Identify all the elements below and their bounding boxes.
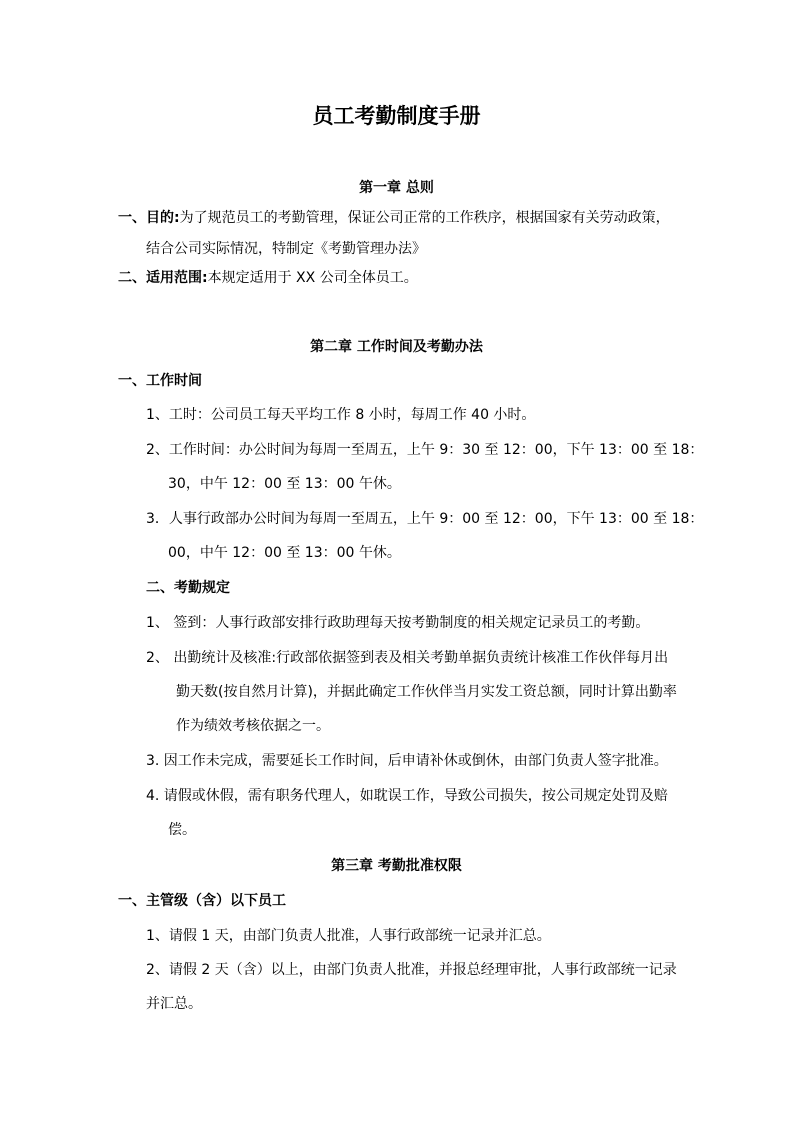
chapter-3-heading: 第三章 考勤批准权限 [331, 858, 462, 874]
ch2-rule-2-line-1: 2、 出勤统计及核准:行政部依据签到表及相关考勤单据负责统计核准工作伙伴每月出 [146, 650, 669, 666]
ch1-purpose-line [118, 208, 670, 228]
ch2-item-2-line-1: 2、工作时间：办公时间为每周一至周五，上午 9：30 至 12：00，下午 13：00 至 18： [146, 442, 704, 458]
ch2-rule-1: 1、 签到：人事行政部安排行政助理每天按考勤制度的相关规定记录员工的考勤。 [146, 615, 650, 631]
ch2-item-2-line-2: 30，中午 12：00 至 13：00 午休。 [168, 476, 401, 492]
ch1-purpose-cont: 结合公司实际情况，特制定《考勤管理办法》 [146, 241, 426, 257]
ch1-scope-text: 本规定适用于 XX 公司全体员工。 [207, 270, 418, 286]
ch3-section-1-heading: 一、主管级（含）以下员工 [118, 893, 286, 909]
ch3-item-2-line-2: 并汇总。 [146, 996, 202, 1012]
ch2-section-2-heading: 二、考勤规定 [146, 580, 230, 596]
ch2-rule-4-line-2: 偿。 [168, 822, 196, 838]
ch1-scope-label: 二、适用范围: [118, 270, 208, 286]
ch1-purpose-label: 一、目的: [118, 210, 180, 226]
ch2-rule-2-line-3: 作为绩效考核依据之一。 [176, 718, 330, 734]
ch2-rule-3: 3. 因工作未完成，需要延长工作时间，后申请补休或倒休，由部门负责人签字批准。 [146, 753, 668, 769]
ch2-item-3-line-2: 00，中午 12：00 至 13：00 午休。 [168, 545, 401, 561]
ch3-item-2-line-1: 2、请假 2 天（含）以上，由部门负责人批准，并报总经理审批，人事行政部统一记录 [146, 962, 677, 978]
ch2-rule-2-line-2: 勤天数(按自然月计算)，并据此确定工作伙伴当月实发工资总额，同时计算出勤率 [176, 684, 677, 700]
ch2-item-3-line-1: 3．人事行政部办公时间为每周一至周五，上午 9：00 至 12：00，下午 13：00 至 18： [146, 511, 704, 527]
ch3-item-1: 1、请假 1 天，由部门负责人批准，人事行政部统一记录并汇总。 [146, 928, 551, 944]
chapter-2-heading: 第二章 工作时间及考勤办法 [310, 339, 483, 355]
ch2-item-1: 1、工时：公司员工每天平均工作 8 小时，每周工作 40 小时。 [146, 407, 536, 423]
ch2-section-1-heading: 一、工作时间 [118, 373, 202, 389]
chapter-1-heading: 第一章 总则 [359, 180, 434, 196]
ch1-scope-line [118, 268, 418, 288]
ch1-purpose-text: 为了规范员工的考勤管理，保证公司正常的工作秩序，根据国家有关劳动政策， [179, 210, 670, 226]
document-title: 员工考勤制度手册 [312, 104, 481, 128]
ch2-rule-4-line-1: 4. 请假或休假，需有职务代理人，如耽误工作，导致公司损失，按公司规定处罚及赔 [146, 788, 668, 804]
